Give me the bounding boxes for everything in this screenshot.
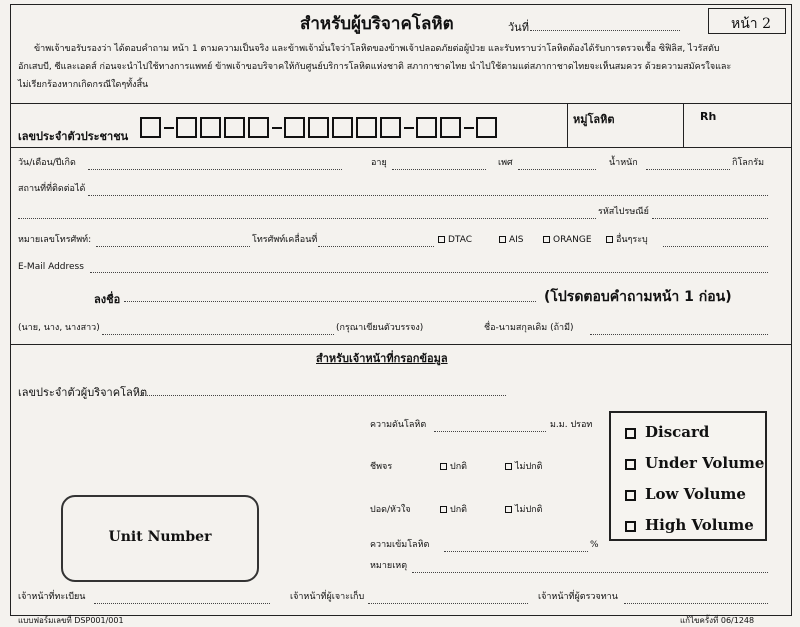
declaration-line-2: อักเสบบี, ซีและเอดส์ ก่อนจะนำไปใช้ทางการแพทย์ ข้าพเจ้าขอบริจาคให้กับศูนย์บริการโลหิตแห่งชาติ สภากาชาดไทย นำไปใช้ตามแต่สภากาชาดไทยจะเห็นสมควร ด้วยความสมัครใจและ [18,62,732,72]
bp-field[interactable] [434,431,546,432]
address-label: สถานที่ที่ติดต่อได้ [18,184,86,194]
sex-label: เพศ [498,158,513,168]
declaration-line-1: ข้าพเจ้าขอรับรองว่า ได้ตอบคำถาม หน้า 1 ตามความเป็นจริง และข้าพเจ้ามั่นใจว่าโลหิตของข้าพเจ้าปลอดภัยต่อผู้ป่วย และรับทราบว่าโลหิตต้องได้รับการตรวจเชื้อ ซิฟิลิส, ไวรัสตับ [34,44,720,54]
dob-label: วัน/เดือน/ปีเกิด [18,158,76,168]
registrar-field[interactable] [94,603,270,604]
bp-label: ความดันโลหิต [370,420,427,430]
phone-field[interactable] [96,246,250,247]
national-id-label: เลขประจำตัวประชาชน [18,130,129,143]
former-name-field[interactable] [590,334,768,335]
remark-label: หมายเหตุ [370,561,408,571]
former-name-label: ชื่อ-นามสกุลเดิม (ถ้ามี) [484,323,574,333]
date-label: วันที่ [508,21,529,34]
sex-field[interactable] [518,169,596,170]
signature-field[interactable] [124,301,536,302]
carrier-other-field[interactable] [663,246,768,247]
status-discard[interactable]: Discard [625,423,709,441]
phlebotomist-label: เจ้าหน้าที่ผู้เจาะเก็บ [290,592,365,602]
form-code: แบบฟอร์มเลขที่ DSP001/001 [18,616,124,625]
page-number-box [708,8,786,34]
pulse-label: ชีพจร [370,462,393,472]
date-field[interactable] [530,30,680,31]
hb-label: ความเข้มโลหิต [370,540,430,550]
donor-id-label: เลขประจำตัวผู้บริจาคโลหิต [18,386,148,399]
revision: แก้ไขครั้งที่ 06/1248 [680,616,755,625]
title-label: (นาย, นาง, นางสาว) [18,323,100,333]
address-field-2[interactable] [18,218,596,219]
status-low-volume[interactable]: Low Volume [625,485,746,503]
rh-label: Rh [700,110,717,123]
unit-number-box[interactable] [61,495,259,582]
blood-group-label: หมู่โลหิต [573,113,615,126]
lung-abnormal[interactable]: ไม่ปกติ [505,505,542,516]
checker-label: เจ้าหน้าที่ผู้ตรวจทาน [538,592,618,602]
pulse-normal[interactable]: ปกติ [440,462,467,473]
declaration-line-3: ไม่เรียกร้องหากเกิดกรณีใดๆทั้งสิ้น [18,80,149,90]
hb-field[interactable] [444,551,588,552]
national-id-boxes[interactable] [140,117,500,138]
hb-unit: % [590,540,599,550]
phone-label: หมายเลขโทรศัพท์: [18,235,92,245]
bp-unit: ม.ม. ปรอท [550,420,593,430]
carrier-other[interactable]: อื่นๆระบุ [606,235,648,246]
name-field[interactable] [102,334,334,335]
postal-field[interactable] [652,218,768,219]
weight-label: น้ำหนัก [609,158,638,168]
weight-unit: กิโลกรัม [732,158,765,168]
pulse-abnormal[interactable]: ไม่ปกติ [505,462,542,473]
print-note: (กรุณาเขียนตัวบรรจง) [336,323,424,333]
donor-id-field[interactable] [140,395,506,396]
postal-label: รหัสไปรษณีย์ [598,207,649,217]
checker-field[interactable] [624,603,768,604]
email-field[interactable] [90,272,768,273]
carrier-orange[interactable]: ORANGE [543,235,592,246]
weight-field[interactable] [646,169,730,170]
lung-heart-label: ปอด/หัวใจ [370,505,411,515]
phlebotomist-field[interactable] [368,603,528,604]
mobile-field[interactable] [318,246,434,247]
age-label: อายุ [371,158,387,168]
status-under-volume[interactable]: Under Volume [625,454,764,472]
status-high-volume[interactable]: High Volume [625,516,754,534]
form-title: สำหรับผู้บริจาคโลหิต [300,14,454,34]
address-field[interactable] [88,195,768,196]
dob-field[interactable] [88,169,342,170]
carrier-ais[interactable]: AIS [499,235,524,246]
page-number: หน้า 2 [731,16,772,32]
lung-normal[interactable]: ปกติ [440,505,467,516]
answer-page-1-note: (โปรดตอบคำถามหน้า 1 ก่อน) [544,289,732,305]
carrier-dtac[interactable]: DTAC [438,235,472,246]
email-label: E-Mail Address [18,262,84,272]
signature-label: ลงชื่อ [94,293,121,306]
registrar-label: เจ้าหน้าที่ทะเบียน [18,592,86,602]
age-field[interactable] [392,169,486,170]
remark-field[interactable] [412,572,768,573]
unit-number-label: Unit Number [108,529,212,545]
mobile-label: โทรศัพท์เคลื่อนที่ [252,235,318,245]
staff-section-title: สำหรับเจ้าหน้าที่กรอกข้อมูล [316,352,448,365]
status-box [609,411,767,541]
